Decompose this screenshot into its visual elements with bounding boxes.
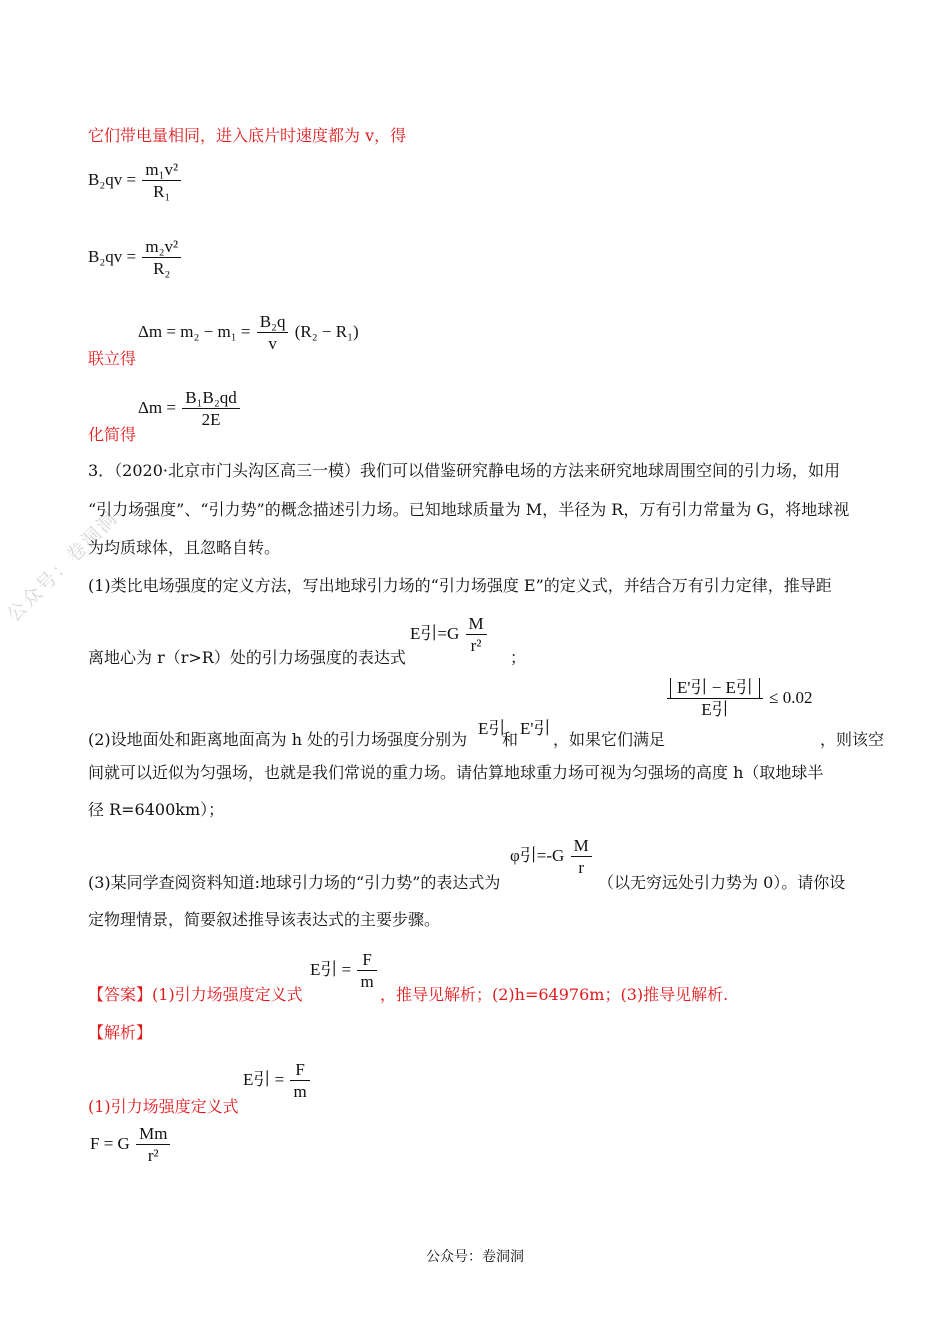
eq2-lhs: B₂qv = — [88, 247, 137, 267]
eq4-lhs: Δm = — [138, 398, 176, 418]
analysis-formula-2 — [90, 1124, 172, 1167]
eq1-denominator: R₁ — [153, 182, 171, 202]
part1-end: ； — [510, 648, 527, 667]
answer-denominator: m — [360, 972, 374, 992]
analysis-fraction-2 — [136, 1124, 170, 1167]
eq3-fraction — [257, 312, 289, 355]
eq3-denominator: v — [268, 334, 277, 354]
part3-line-1a: (3)某同学查阅资料知道:地球引力场的“引力势”的表达式为 — [88, 873, 501, 892]
analysis-formula-1-lhs: E引 = — [243, 1070, 285, 1090]
problem-line-3: 为均质球体，且忽略自转。 — [88, 538, 281, 557]
part2-condition — [665, 678, 813, 721]
eq2-numerator: m₂v² — [142, 237, 181, 258]
problem-line-2: “引力场强度”、“引力势”的概念描述引力场。已知地球质量为 M，半径为 R，万有引力常量为 G，将地球视 — [88, 500, 850, 519]
part1-line-2: 离地心为 r（r>R）处的引力场强度的表达式 — [88, 648, 406, 667]
eq1-lhs: B₂qv = — [88, 170, 137, 190]
part1-formula — [410, 614, 489, 657]
part2-line-3: 径 R=6400km）； — [88, 800, 225, 819]
eq3-rhs: (R₂ − R₁) — [294, 322, 359, 342]
eq1-numerator: m₁v² — [142, 160, 181, 181]
equation-1 — [88, 160, 183, 203]
eq2-fraction — [142, 237, 181, 280]
analysis-denominator-2: r² — [147, 1146, 159, 1166]
analysis-fraction-1 — [290, 1060, 309, 1103]
part3-line-1b: （以无穷远处引力势为 0）。请你设 — [598, 873, 846, 892]
answer-formula-lhs: E引 = — [310, 960, 352, 980]
analysis-formula-1 — [243, 1060, 312, 1103]
answer-numerator: F — [357, 950, 376, 971]
eq4-label: 化简得 — [88, 425, 137, 444]
equation-3 — [138, 312, 359, 355]
analysis-line-1: (1)引力场强度定义式 — [88, 1097, 239, 1116]
part2-condition-numerator: E'引 − E引 — [667, 678, 763, 699]
part2-and: 和 — [502, 730, 519, 749]
answer-rest: ，推导见解析；(2)h=64976m；(3)推导见解析. — [380, 985, 729, 1004]
part1-numerator: M — [466, 614, 487, 635]
part3-numerator: M — [571, 836, 592, 857]
eq4-numerator: B₁B₂qd — [182, 388, 240, 409]
eq3-lhs: Δm = m₂ − m₁ = — [138, 322, 251, 342]
part1-fraction — [466, 614, 487, 657]
analysis-formula-2-lhs: F = G — [90, 1134, 130, 1154]
answer-tag: 【答案】 — [88, 985, 153, 1004]
problem-header: 3．（2020·北京市门头沟区高三一模）我们可以借鉴研究静电场的方法来研究地球周围空间的引力场，如用 — [88, 461, 840, 480]
part1-denominator: r² — [470, 636, 482, 656]
analysis-tag: 【解析】 — [88, 1023, 153, 1042]
answer-part1: (1)引力场强度定义式 — [152, 985, 303, 1004]
part2-condition-denominator: E引 — [701, 700, 729, 720]
eq2-denominator: R₂ — [153, 259, 171, 279]
part3-fraction — [571, 836, 592, 879]
eq4-fraction — [182, 388, 240, 431]
part2-condition-rhs: ≤ 0.02 — [769, 688, 813, 708]
watermark: 公众号：卷洞洞 — [2, 506, 123, 627]
part2-condition-fraction — [667, 678, 763, 721]
part2-line-1c: ，则该空 — [820, 730, 885, 749]
part3-denominator: r — [578, 858, 584, 878]
answer-fraction — [357, 950, 376, 993]
part1-line-1: (1)类比电场强度的定义方法，写出地球引力场的“引力场强度 E”的定义式，并结合万有引力定律，推导距 — [88, 576, 832, 595]
part3-formula-lhs: φ引=-G — [510, 846, 565, 866]
footer: 公众号：卷洞洞 — [426, 1249, 524, 1265]
eq3-numerator: B₂q — [257, 312, 289, 333]
answer-line — [88, 982, 303, 1005]
equation-4 — [138, 388, 242, 431]
equation-2 — [88, 237, 183, 280]
part2-E1: E引 — [478, 719, 506, 738]
part3-formula — [510, 836, 594, 879]
analysis-denominator-1: m — [293, 1082, 307, 1102]
part2-line-1a: (2)设地面处和距离地面高为 h 处的引力场强度分别为 — [88, 730, 468, 749]
part2-line-1b: ，如果它们满足 — [553, 730, 666, 749]
analysis-numerator-1: F — [290, 1060, 309, 1081]
answer-formula — [310, 950, 379, 993]
intro-text: 它们带电量相同，进入底片时速度都为 v，得 — [88, 126, 407, 145]
part2-line-2: 间就可以近似为匀强场，也就是我们常说的重力场。请估算地球重力场可视为匀强场的高度 h（取地球半 — [88, 763, 824, 782]
part3-line-2: 定物理情景，简要叙述推导该表达式的主要步骤。 — [88, 910, 441, 929]
part2-E2: E'引 — [520, 719, 551, 738]
part1-formula-lhs: E引=G — [410, 624, 460, 644]
analysis-numerator-2: Mm — [136, 1124, 170, 1145]
eq3-label: 联立得 — [88, 349, 137, 368]
eq4-denominator: 2E — [201, 410, 221, 430]
eq1-fraction — [142, 160, 181, 203]
